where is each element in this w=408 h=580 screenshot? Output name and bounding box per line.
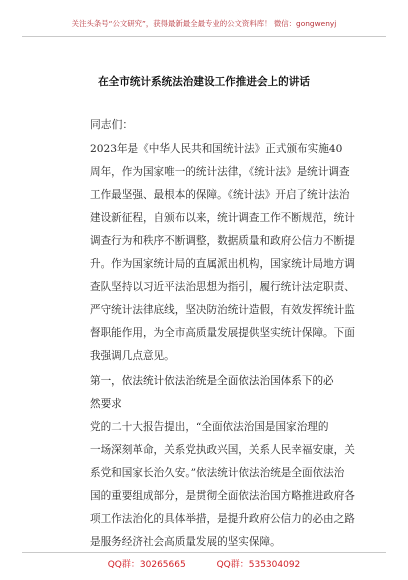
qq-group-2: QQ群：535304092 [216, 560, 301, 570]
body-line: 升。作为国家统计局的直属派出机构，国家统计局地方调 [90, 258, 355, 270]
body-line: 督职能作用，为全市高质量发展提供坚实统计保障。下面 [90, 327, 355, 339]
header-divider [22, 36, 386, 37]
body-line: 我强调几点意见。 [90, 350, 175, 362]
body-line: 国的重要组成部分，是贯彻全面依法治国方略推进政府各 [90, 490, 355, 502]
body-line: 建设新征程，自颁布以来，统计调查工作不断规范，统计 [90, 212, 355, 224]
header-banner: 关注头条号“公文研究”，获得最新最全最专业的公文资料库！ 微信：gongwenyj [71, 19, 337, 28]
body-line: 周年，作为国家唯一的统计法律，《统计法》是统计调查 [90, 166, 350, 178]
body-line: 系党和国家长治久安。”依法统计依法治统是全面依法治 [90, 467, 345, 479]
body-line: 一场深刻革命，关系党执政兴国，关系人民幸福安康，关 [90, 444, 355, 456]
salutation: 同志们： [90, 118, 134, 131]
qq-group-1: QQ群：30265665 [107, 560, 186, 570]
body-line: 调查行为和秩序不断调整，数据质量和政府公信力不断提 [90, 235, 355, 247]
section-heading-line: 然要求 [90, 398, 122, 410]
body-line: 是服务经济社会高质量发展的坚实保障。 [90, 536, 281, 548]
footer [0, 557, 408, 570]
section-heading-line: 第一，依法统计依法治统是全面依法治国体系下的必 [90, 375, 334, 387]
body-line: 查队坚持以习近平法治思想为指引，履行统计法定职责、 [90, 281, 355, 293]
document-title: 在全市统计系统法治建设工作推进会上的讲话 [98, 76, 310, 88]
body-line: 严守统计法律底线，坚决防治统计造假，有效发挥统计监 [90, 304, 355, 316]
body-line: 工作最坚强、最根本的保障。《统计法》开启了统计法治 [90, 189, 350, 201]
footer-divider [22, 552, 386, 553]
body-line: 党的二十大报告提出，“全面依法治国是国家治理的 [90, 421, 329, 433]
body-line: 项工作法治化的具体举措，是提升政府公信力的必由之路 [90, 513, 355, 525]
body-line: 2023年是《中华人民共和国统计法》正式颁布实施40 [90, 143, 343, 155]
